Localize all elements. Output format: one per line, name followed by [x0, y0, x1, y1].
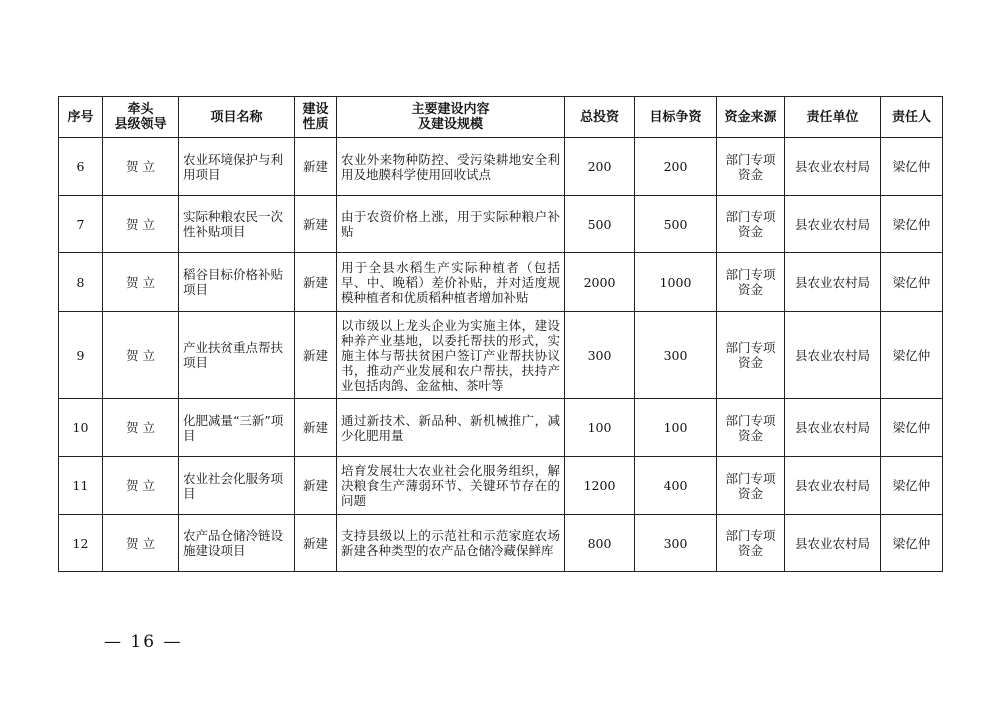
cell-index: 8: [59, 253, 103, 312]
cell-target: 200: [635, 138, 717, 196]
cell-total: 2000: [565, 253, 635, 312]
cell-nature: 新建: [295, 457, 337, 515]
cell-leader: 贺 立: [103, 196, 179, 253]
cell-target: 1000: [635, 253, 717, 312]
cell-nature: 新建: [295, 196, 337, 253]
cell-source: 部门专项资金: [717, 196, 785, 253]
cell-total: 800: [565, 515, 635, 572]
cell-target: 500: [635, 196, 717, 253]
table-header-row: [59, 97, 943, 138]
header-unit: 责任单位: [785, 97, 881, 138]
table-row: [59, 138, 943, 196]
cell-index: 12: [59, 515, 103, 572]
cell-nature: 新建: [295, 138, 337, 196]
cell-nature: 新建: [295, 399, 337, 457]
cell-name: 农业环境保护与利用项目: [179, 138, 295, 196]
cell-target: 400: [635, 457, 717, 515]
cell-person: 梁亿仲: [881, 253, 943, 312]
cell-total: 300: [565, 312, 635, 399]
cell-total: 1200: [565, 457, 635, 515]
cell-leader: 贺 立: [103, 457, 179, 515]
cell-unit: 县农业农村局: [785, 457, 881, 515]
table-row: [59, 196, 943, 253]
cell-nature: 新建: [295, 312, 337, 399]
cell-content: 由于农资价格上涨，用于实际种粮户补贴: [337, 196, 565, 253]
header-leader: 牵头 县级领导: [103, 97, 179, 138]
project-table: [58, 96, 943, 572]
cell-person: 梁亿仲: [881, 515, 943, 572]
cell-leader: 贺 立: [103, 138, 179, 196]
cell-content: 培育发展壮大农业社会化服务组织，解决粮食生产薄弱环节、关键环节存在的问题: [337, 457, 565, 515]
cell-source: 部门专项资金: [717, 457, 785, 515]
cell-name: 农产品仓储冷链设施建设项目: [179, 515, 295, 572]
cell-index: 11: [59, 457, 103, 515]
cell-index: 10: [59, 399, 103, 457]
cell-content: 用于全县水稻生产实际种植者（包括早、中、晚稻）差价补贴，并对适度规模种植者和优质稻种植者增加补贴: [337, 253, 565, 312]
cell-unit: 县农业农村局: [785, 515, 881, 572]
cell-name: 农业社会化服务项目: [179, 457, 295, 515]
cell-index: 9: [59, 312, 103, 399]
table-row: [59, 457, 943, 515]
cell-content: 农业外来物种防控、受污染耕地安全利用及地膜科学使用回收试点: [337, 138, 565, 196]
header-index: 序号: [59, 97, 103, 138]
cell-total: 500: [565, 196, 635, 253]
cell-target: 300: [635, 312, 717, 399]
header-nature: 建设 性质: [295, 97, 337, 138]
page-number: — 16 —: [104, 632, 183, 652]
cell-nature: 新建: [295, 253, 337, 312]
cell-name: 实际种粮农民一次性补贴项目: [179, 196, 295, 253]
cell-content: 以市级以上龙头企业为实施主体，建设种养产业基地，以委托帮扶的形式，实施主体与帮扶贫困户签订产业帮扶协议书，推动产业发展和农户帮扶，扶持产业包括肉鸽、金盆柚、茶叶等: [337, 312, 565, 399]
cell-source: 部门专项资金: [717, 399, 785, 457]
cell-unit: 县农业农村局: [785, 312, 881, 399]
cell-unit: 县农业农村局: [785, 399, 881, 457]
cell-content: 通过新技术、新品种、新机械推广，减少化肥用量: [337, 399, 565, 457]
cell-source: 部门专项资金: [717, 515, 785, 572]
cell-name: 化肥减量“三新”项目: [179, 399, 295, 457]
header-target: 目标争资: [635, 97, 717, 138]
cell-unit: 县农业农村局: [785, 253, 881, 312]
cell-leader: 贺 立: [103, 253, 179, 312]
cell-unit: 县农业农村局: [785, 138, 881, 196]
cell-source: 部门专项资金: [717, 253, 785, 312]
cell-nature: 新建: [295, 515, 337, 572]
cell-person: 梁亿仲: [881, 457, 943, 515]
cell-leader: 贺 立: [103, 515, 179, 572]
cell-person: 梁亿仲: [881, 196, 943, 253]
cell-person: 梁亿仲: [881, 312, 943, 399]
cell-name: 稻谷目标价格补贴项目: [179, 253, 295, 312]
table-row: [59, 399, 943, 457]
table-row: [59, 253, 943, 312]
header-content: 主要建设内容 及建设规模: [337, 97, 565, 138]
cell-person: 梁亿仲: [881, 138, 943, 196]
cell-index: 7: [59, 196, 103, 253]
cell-leader: 贺 立: [103, 399, 179, 457]
table-row: [59, 312, 943, 399]
cell-source: 部门专项资金: [717, 312, 785, 399]
cell-unit: 县农业农村局: [785, 196, 881, 253]
cell-content: 支持县级以上的示范社和示范家庭农场新建各种类型的农产品仓储冷藏保鲜库: [337, 515, 565, 572]
header-source: 资金来源: [717, 97, 785, 138]
cell-index: 6: [59, 138, 103, 196]
cell-target: 300: [635, 515, 717, 572]
cell-person: 梁亿仲: [881, 399, 943, 457]
cell-name: 产业扶贫重点帮扶项目: [179, 312, 295, 399]
cell-total: 200: [565, 138, 635, 196]
header-person: 责任人: [881, 97, 943, 138]
table-row: [59, 515, 943, 572]
cell-source: 部门专项资金: [717, 138, 785, 196]
cell-target: 100: [635, 399, 717, 457]
cell-total: 100: [565, 399, 635, 457]
cell-leader: 贺 立: [103, 312, 179, 399]
header-name: 项目名称: [179, 97, 295, 138]
header-total: 总投资: [565, 97, 635, 138]
